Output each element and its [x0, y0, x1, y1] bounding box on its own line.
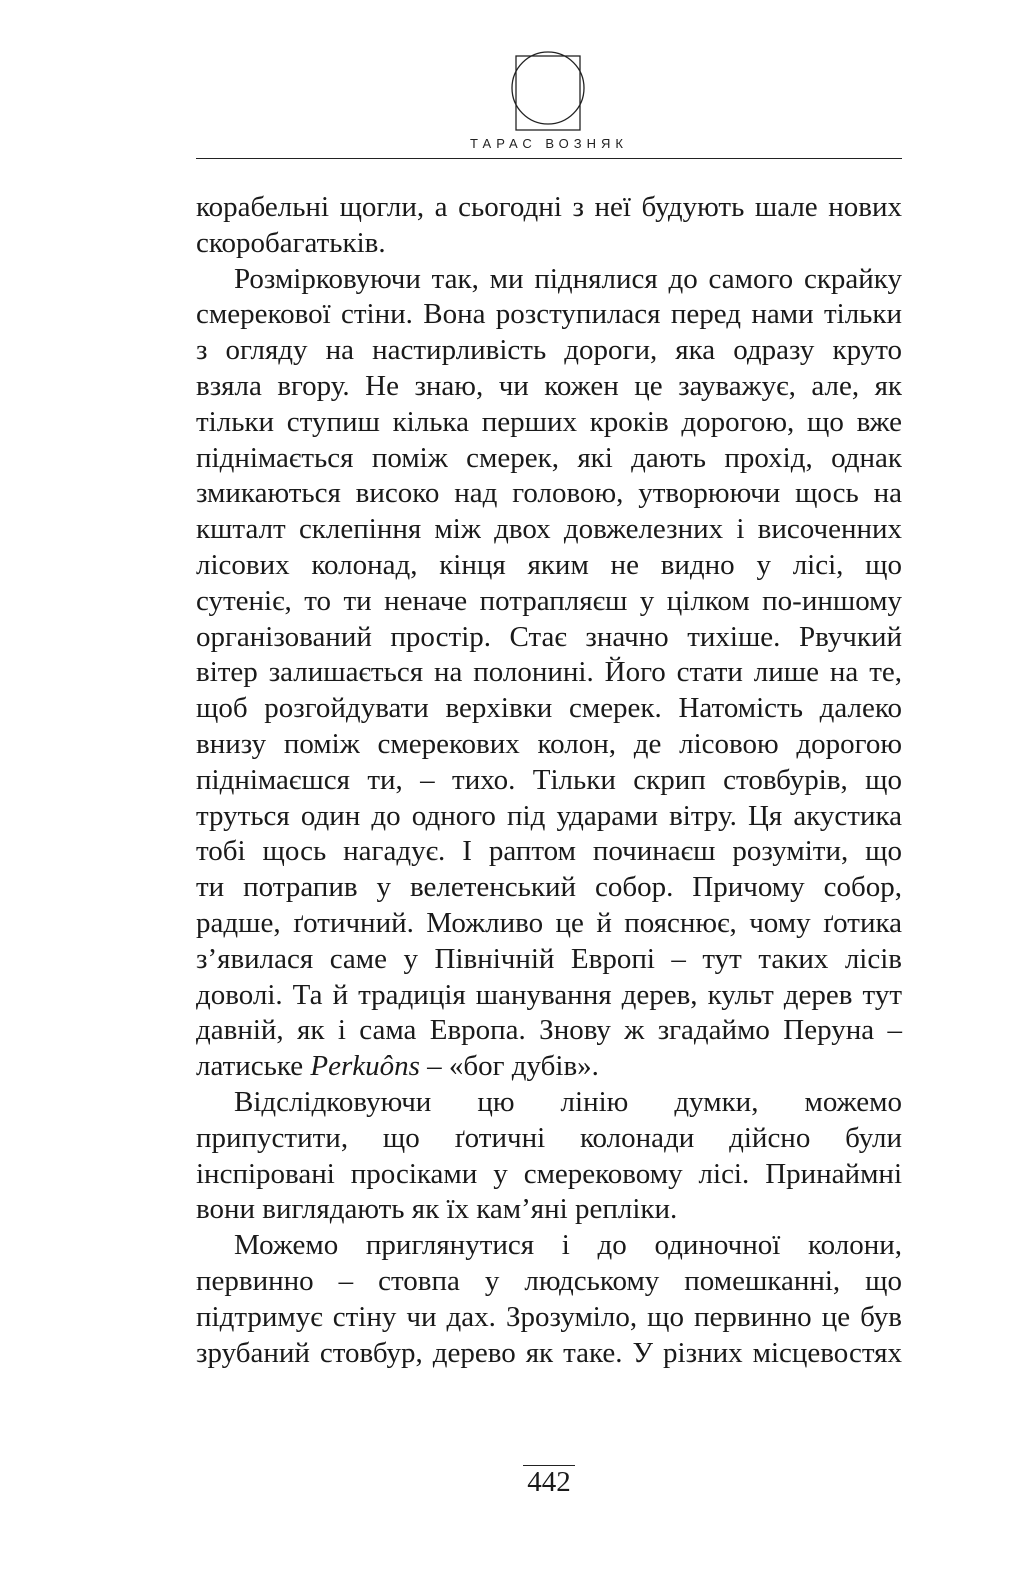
page-number-value: 442	[523, 1465, 575, 1498]
text-line: вітер залишається на полонині. Його стати лише на те,	[196, 656, 902, 689]
text-line: радше, ґотичний. Можливо це й пояснює, чому ґотика	[196, 906, 902, 939]
header-rule	[196, 158, 902, 159]
text-line: лісових колонад, кінця яким не видно у лісі, що	[196, 548, 902, 581]
text-line: організований простір. Стає значно тихіше. Рвучкий	[196, 620, 902, 653]
text-line: смерекової стіни. Вона розступилася перед нами тільки	[196, 298, 902, 331]
text-line: сутеніє, то ти неначе потрапляєш у цілком по-иншому	[196, 584, 902, 617]
text-line: з огляду на настирливість дороги, яка одразу круто	[196, 334, 902, 367]
text-line: давній, як і сама Европа. Знову ж згадаймо Перуна –	[196, 1014, 902, 1047]
text-line: доволі. Та й традиція шанування дерев, культ дерев тут	[196, 978, 902, 1011]
text-line: Можемо приглянутися і до одиночної колони,	[234, 1229, 902, 1262]
text-line: кшталт склепіння між двох довжелезних і височенних	[196, 513, 902, 546]
body-text	[196, 190, 902, 1371]
running-head-author: ТАРАС ВОЗНЯК	[470, 136, 628, 151]
text-line: вони виглядають як їх кам’яні репліки.	[196, 1193, 678, 1226]
page-number	[196, 1466, 902, 1499]
text-line: зрубаний стовбур, дерево як таке. У різних місцевостях	[196, 1336, 902, 1369]
text-line: припустити, що ґотичні колонади дійсно були	[196, 1121, 902, 1154]
text-line: щоб розгойдувати верхівки смерек. Натомість далеко	[196, 692, 902, 725]
text-line: змикаються високо над головою, утворюючи щось на	[196, 477, 902, 510]
text-line: підтримує стіну чи дах. Зрозуміло, що первинно це був	[196, 1300, 902, 1333]
text-line: внизу поміж смерекових колон, де лісовою дорогою	[196, 727, 902, 760]
circle-square-emblem-icon	[510, 46, 586, 132]
text-line: тільки ступиш кілька перших кроків дорогою, що вже	[196, 405, 902, 438]
text-line: Відслідковуючи цю лінію думки, можемо	[234, 1085, 902, 1118]
text-line: з’явилася саме у Північній Европі – тут таких лісів	[196, 942, 902, 975]
text-line: скоробагатьків.	[196, 226, 386, 259]
text-line: піднімаєшся ти, – тихо. Тільки скрип стовбурів, що	[196, 763, 902, 796]
italic-line-after: – «бог дубів».	[419, 1050, 599, 1083]
text-line: труться один до одного під ударами вітру. Ця акустика	[196, 799, 902, 832]
italic-line-before: латиське	[196, 1050, 311, 1083]
text-line: інспіровані просіками у смерековому лісі. Принаймні	[196, 1157, 902, 1190]
text-line: тобі щось нагадує. І раптом починаєш розуміти, що	[196, 835, 902, 868]
text-line: взяла вгору. Не знаю, чи кожен це зауважує, але, як	[196, 369, 902, 402]
text-line-with-italic	[196, 1049, 902, 1085]
italic-term: Perkuôns	[310, 1050, 420, 1083]
text-line: корабельні щогли, а сьогодні з неї будують шале нових	[196, 191, 902, 223]
text-line: первинно – стовпа у людському помешканні, що	[196, 1264, 902, 1297]
text-line: піднімається поміж смерек, які дають прохід, однак	[196, 441, 902, 474]
text-line: ти потрапив у велетенський собор. Причому собор,	[196, 871, 902, 904]
text-line: Розмірковуючи так, ми піднялися до самого скрайку	[234, 262, 902, 295]
